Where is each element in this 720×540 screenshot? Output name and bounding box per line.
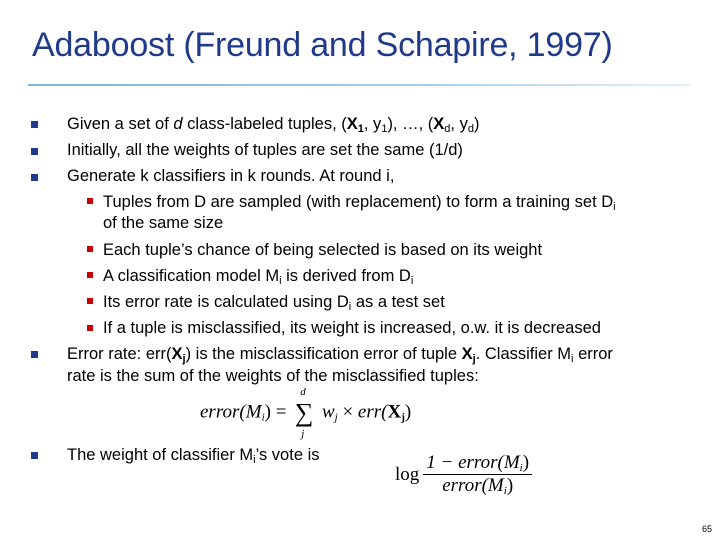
text: d <box>173 115 183 133</box>
log-text: log <box>395 463 420 485</box>
title-divider <box>28 84 690 86</box>
text: class-labeled tuples, ( <box>182 115 347 133</box>
bullet-marker <box>31 351 38 358</box>
bullet-generate: Generate k classifiers in k rounds. At round i, <box>67 167 395 185</box>
subscript: j <box>401 411 405 424</box>
subscript: i <box>613 201 616 213</box>
subbullet-marker <box>87 198 93 204</box>
subscript: i <box>261 411 265 424</box>
bullet-given-set <box>67 114 479 139</box>
text: is derived from D <box>281 267 411 285</box>
math-text: ) = <box>264 401 287 423</box>
subscript: i <box>410 275 414 287</box>
text: Its error rate is calculated using D <box>103 293 349 311</box>
text: ) is the misclassification error of tuple <box>185 345 462 363</box>
text: The weight of classifier M <box>67 446 254 464</box>
math-text: ) <box>404 401 412 423</box>
text: ) <box>473 115 480 133</box>
text: Given a set of <box>67 115 174 133</box>
text: . Classifier M <box>475 345 572 363</box>
bullet-marker <box>31 174 38 181</box>
text: Error rate: err( <box>67 345 172 363</box>
bullet-marker <box>31 148 38 155</box>
subscript: j <box>472 353 476 365</box>
page-number: 65 <box>701 524 712 534</box>
text: Tuples from D are sampled (with replacement) to form a training set D <box>103 193 614 211</box>
math-text: w <box>321 401 335 423</box>
math-text: X <box>387 401 402 423</box>
subbullet-error-rate <box>103 292 445 317</box>
numerator <box>423 452 532 475</box>
subscript: d <box>467 123 474 135</box>
math-text: err( <box>357 401 388 423</box>
text: ’s vote is <box>255 446 320 464</box>
summation <box>291 386 317 440</box>
sum-lower: j <box>301 428 305 440</box>
subscript: 1 <box>381 123 388 135</box>
bullet-error-rate-cont: rate is the sum of the weights of the misclassified tuples: <box>67 367 479 385</box>
subbullet-marker <box>87 298 93 304</box>
subbullet-misclassified: If a tuple is misclassified, its weight is increased, o.w. it is decreased <box>103 319 601 337</box>
subscript: i <box>519 462 523 474</box>
subscript: 1 <box>357 123 364 135</box>
subscript: i <box>279 275 282 287</box>
subscript: i <box>348 301 352 313</box>
subscript: d <box>444 123 451 135</box>
subbullet-marker <box>87 325 93 331</box>
text: as a test set <box>351 293 445 311</box>
text: X <box>171 345 183 363</box>
subscript: j <box>334 411 338 424</box>
math-text: 1 − error(M <box>426 452 520 473</box>
sum-symbol: ∑ <box>294 398 314 427</box>
subbullet-model <box>103 266 413 291</box>
text: X <box>346 115 358 133</box>
bullet-vote-weight <box>67 445 320 470</box>
math-text: × <box>337 401 358 423</box>
denominator <box>439 475 516 497</box>
text: ), …, ( <box>387 115 434 133</box>
subbullet-sampled-cont: of the same size <box>103 214 224 232</box>
subbullet-marker <box>87 246 93 252</box>
bullet-initially: Initially, all the weights of tuples are set the same (1/d) <box>67 141 463 159</box>
subbullet-chance: Each tuple’s chance of being selected is based on its weight <box>103 241 543 259</box>
subscript: i <box>503 485 507 497</box>
subbullet-marker <box>87 272 93 278</box>
text: error <box>573 345 613 363</box>
math-text: ) <box>506 475 514 496</box>
subscript: i <box>253 454 256 466</box>
subscript: i <box>571 353 574 365</box>
bullet-marker <box>31 121 38 128</box>
text: , y <box>363 115 382 133</box>
math-text: error(M <box>200 401 262 423</box>
fraction <box>423 452 532 497</box>
text: X <box>433 115 445 133</box>
slide-title: Adaboost (Freund and Schapire, 1997) <box>32 26 613 64</box>
math-text: ) <box>522 452 530 473</box>
error-formula <box>200 386 412 440</box>
math-text: error(M <box>442 475 504 496</box>
bullet-marker <box>31 452 38 459</box>
subscript: j <box>182 353 186 365</box>
vote-formula <box>395 452 532 497</box>
text: , y <box>450 115 468 133</box>
sum-upper: d <box>300 386 306 398</box>
text: X <box>461 345 473 363</box>
text: A classification model M <box>103 267 280 285</box>
